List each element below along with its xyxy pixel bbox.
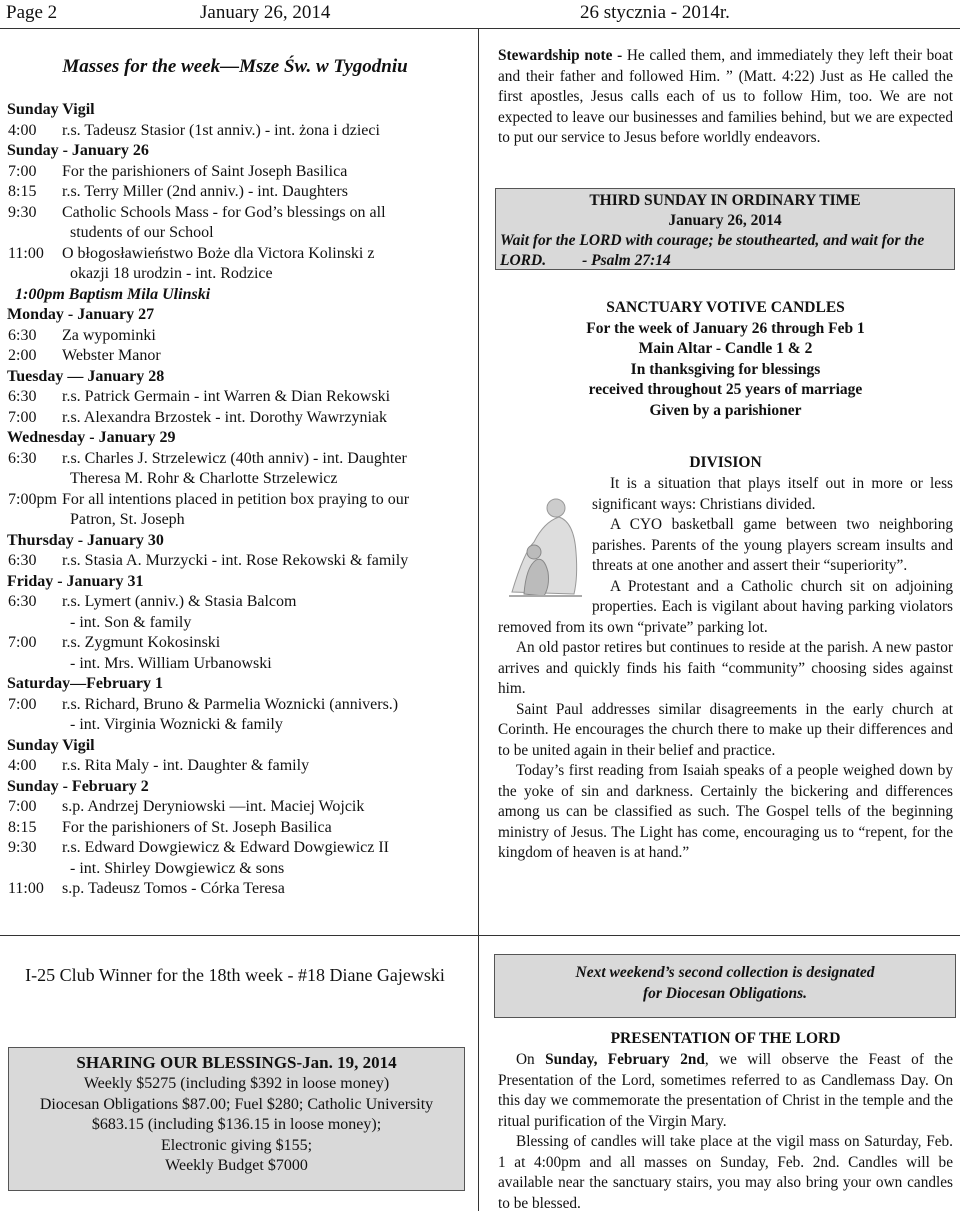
mass-entry <box>0 797 470 818</box>
presentation-paragraph <box>498 1050 953 1132</box>
votive-line: For the week of January 26 through Feb 1 <box>586 319 865 337</box>
mass-day-heading: Thursday - January 30 <box>7 531 164 549</box>
mass-entry <box>0 756 470 777</box>
mass-time: 9:30 <box>8 839 37 856</box>
section-divider <box>0 935 960 936</box>
mass-intention: r.s. Zygmunt Kokosinski <box>62 634 221 651</box>
mass-entry <box>0 408 470 429</box>
mass-entry <box>0 592 470 613</box>
mass-time: 6:30 <box>8 449 37 467</box>
page-header <box>0 0 960 29</box>
mass-time: 11:00 <box>8 244 44 262</box>
mass-intention: s.p. Tadeusz Tomos - Córka Teresa <box>62 880 285 897</box>
mass-intention-continued: Theresa M. Rohr & Charlotte Strzelewicz <box>70 470 338 487</box>
blessings-line: Diocesan Obligations $87.00; Fuel $280; Catholic University <box>39 1095 434 1113</box>
mass-day-heading: Sunday Vigil <box>7 736 95 754</box>
votive-line: Given by a parishioner <box>649 401 802 419</box>
mass-day-heading: Wednesday - January 29 <box>7 429 176 446</box>
header-date-english: January 26, 2014 <box>200 2 331 23</box>
votive-line: Main Altar - Candle 1 & 2 <box>638 340 813 357</box>
mass-day-heading: Sunday - February 2 <box>7 777 149 795</box>
mass-time: 4:00 <box>8 757 37 774</box>
mass-intention: For the parishioners of St. Joseph Basilica <box>62 818 332 836</box>
column-divider <box>478 28 479 1211</box>
votive-line: SANCTUARY VOTIVE CANDLES <box>606 299 845 316</box>
presentation-paragraph: Blessing of candles will take place at the vigil mass on Saturday, Feb. 1 at 4:00pm and all masses on Sunday, Feb. 2nd. Candles will be available near the sanctuary stairs, you may also bring your own candles to be blessed. <box>498 1133 953 1212</box>
mass-time: 11:00 <box>8 880 44 897</box>
mass-time: 6:30 <box>8 593 37 610</box>
mass-intention: For the parishioners of Saint Joseph Basilica <box>62 162 348 180</box>
division-title: DIVISION <box>689 454 762 471</box>
mass-intention-continued: - int. Shirley Dowgiewicz & sons <box>70 859 285 877</box>
psalm-reference: - Psalm 27:14 <box>582 252 671 269</box>
next-weekend-box <box>494 954 956 1018</box>
mass-intention-continued: - int. Virginia Woznicki & family <box>70 716 283 733</box>
mass-intention: O błogosławieństwo Boże dla Victora Kolinski z <box>62 244 375 262</box>
psalm-text: Wait for the LORD with courage; be stouthearted, and wait for the LORD. <box>500 232 925 269</box>
praying-figures-illustration <box>504 482 584 600</box>
presentation-text: On <box>516 1051 546 1068</box>
mass-intention: s.p. Andrzej Deryniowski —int. Maciej Wojcik <box>62 798 365 815</box>
mass-time: 7:00 <box>8 408 37 426</box>
page-number: Page 2 <box>6 2 58 23</box>
mass-time: 7:00 <box>8 798 37 815</box>
division-paragraph: A CYO basketball game between two neighboring parishes. Parents of the young players scream insults and threats at one another and assert their “superiority”. <box>592 516 953 574</box>
sunday-title: THIRD SUNDAY IN ORDINARY TIME <box>589 192 861 209</box>
mass-day-heading: Sunday Vigil <box>7 101 95 118</box>
mass-entry <box>0 695 470 716</box>
next-weekend-line: for Diocesan Obligations. <box>642 984 808 1002</box>
mass-intention: r.s. Patrick Germain - int Warren & Dian Rekowski <box>62 388 391 405</box>
sharing-blessings-box <box>8 1047 465 1191</box>
mass-entry <box>0 838 470 859</box>
presentation-date: Sunday, February 2nd <box>545 1051 705 1068</box>
mass-intention: r.s. Terry Miller (2nd anniv.) - int. Daughters <box>62 183 348 200</box>
presentation-title: PRESENTATION OF THE LORD <box>610 1030 841 1047</box>
mass-time: 8:15 <box>8 183 37 200</box>
blessings-line: $683.15 (including $136.15 in loose money); <box>91 1116 382 1133</box>
mass-entry <box>0 121 470 142</box>
blessings-line: Weekly $5275 (including $392 in loose money) <box>83 1075 390 1092</box>
baptism-note: 1:00pm Baptism Mila Ulinski <box>15 285 211 303</box>
mass-intention: r.s. Edward Dowgiewicz & Edward Dowgiewicz II <box>62 839 390 856</box>
mass-intention-continued: students of our School <box>70 224 214 241</box>
mass-intention: r.s. Richard, Bruno & Parmelia Woznicki (annivers.) <box>62 695 399 713</box>
mass-time: 2:00 <box>8 347 37 364</box>
sunday-box <box>495 188 955 270</box>
mass-day-heading: Tuesday — January 28 <box>7 367 165 385</box>
stewardship-label: Stewardship note - <box>498 47 623 64</box>
mass-intention: Catholic Schools Mass - for God’s blessings on all <box>62 203 386 221</box>
mass-time: 6:30 <box>8 552 37 569</box>
mass-intention: Webster Manor <box>62 347 161 364</box>
mass-list <box>0 100 470 900</box>
psalm-verse <box>500 231 950 271</box>
mass-intention: Za wypominki <box>62 326 156 344</box>
blessings-title: SHARING OUR BLESSINGS-Jan. 19, 2014 <box>76 1053 397 1072</box>
mass-entry <box>0 551 470 572</box>
division-paragraph: An old pastor retires but continues to reside at the parish. A new pastor arrives and quickly finds his faith “community” choosing sides against him. <box>498 639 953 697</box>
mass-time: 9:30 <box>8 203 37 221</box>
mass-entry <box>0 490 470 511</box>
votive-line: In thanksgiving for blessings <box>630 360 821 378</box>
mass-time: 7:00 <box>8 634 37 651</box>
stewardship-text: He called them, and immediately they left their boat and their father and followed Him. ” (Matt. 4:22) Just as He called the first apostles, Jesus calls each of us to follow Him, too. We are not expected to leave our businesses and families behind, but we are expected to put our service to Jesus before worldly endeavors. <box>498 47 953 146</box>
mass-intention-continued: - int. Son & family <box>70 613 192 631</box>
mass-entry <box>0 182 470 203</box>
mass-entry <box>0 326 470 347</box>
club-winner: I-25 Club Winner for the 18th week - #18 Diane Gajewski <box>25 965 445 985</box>
mass-intention: r.s. Charles J. Strzelewicz (40th anniv) - int. Daughter <box>62 449 407 467</box>
sunday-date: January 26, 2014 <box>668 212 782 229</box>
mass-entry <box>0 346 470 367</box>
stewardship-note <box>498 46 953 149</box>
mass-time: 6:30 <box>8 326 37 344</box>
mass-time: 4:00 <box>8 121 37 139</box>
mass-time: 6:30 <box>8 388 37 405</box>
mass-intention: r.s. Alexandra Brzostek - int. Dorothy Wawrzyniak <box>62 408 388 426</box>
votive-candles <box>498 298 953 421</box>
division-paragraph: Today’s first reading from Isaiah speaks of a people weighed down by the yoke of sin and darkness. Certainly the bickering and differences among us can be classified as such. The Gospel tells of the beginning ministry of Jesus. The Light has come, encouraging us to “repent, for the kingdom of heaven is at hand.” <box>498 762 953 861</box>
masses-title: Masses for the week—Msze Św. w Tygodniu <box>62 56 408 77</box>
next-weekend-line: Next weekend’s second collection is designated <box>575 964 875 981</box>
votive-line: received throughout 25 years of marriage <box>588 381 863 398</box>
mass-intention: For all intentions placed in petition box praying to our <box>62 490 410 508</box>
mass-entry <box>0 449 470 470</box>
mass-entry <box>0 818 470 839</box>
mass-intention: r.s. Rita Maly - int. Daughter & family <box>62 757 310 774</box>
mass-intention: r.s. Lymert (anniv.) & Stasia Balcom <box>62 593 297 610</box>
mass-intention-continued: Patron, St. Joseph <box>70 511 185 528</box>
presentation-text: , we will observe the Feast of the Presentation of the Lord, sometimes referred to as Candlemass Day. On this day we commemorate the presentation of Christ in the temple and the ritual purification of the Virgin Mary. <box>498 1051 953 1130</box>
division-paragraph: Saint Paul addresses similar disagreements in the early church at Corinth. He encourages the church there to make up their differences and to be united again in their belief and practice. <box>498 700 953 759</box>
mass-time: 7:00 <box>8 695 37 713</box>
mass-intention-continued: okazji 18 urodzin - int. Rodzice <box>70 265 273 282</box>
header-date-polish: 26 stycznia - 2014r. <box>580 2 730 23</box>
mass-time: 7:00 <box>8 162 37 180</box>
mass-entry <box>0 387 470 408</box>
mass-day-heading: Saturday—February 1 <box>7 675 163 692</box>
mass-intention: r.s. Tadeusz Stasior (1st anniv.) - int. żona i dzieci <box>62 121 380 139</box>
mass-entry <box>0 162 470 183</box>
mass-entry <box>0 879 470 900</box>
masses-section <box>0 56 470 900</box>
mass-entry <box>0 203 470 224</box>
blessings-line: Electronic giving $155; <box>160 1136 313 1154</box>
mass-entry <box>0 633 470 654</box>
mass-day-heading: Monday - January 27 <box>7 306 155 323</box>
mass-entry <box>0 244 470 265</box>
presentation-article <box>498 1050 953 1214</box>
division-article <box>498 474 953 864</box>
blessings-line: Weekly Budget $7000 <box>165 1157 308 1174</box>
mass-day-heading: Sunday - January 26 <box>7 142 149 159</box>
mass-intention-continued: - int. Mrs. William Urbanowski <box>70 654 272 672</box>
mass-day-heading: Friday - January 31 <box>7 572 144 590</box>
division-paragraph: A Protestant and a Catholic church sit on adjoining properties. Each is vigilant about having parking violators removed from its own “private” parking lot. <box>498 577 953 636</box>
mass-intention: r.s. Stasia A. Murzycki - int. Rose Rekowski & family <box>62 552 409 569</box>
mass-time: 8:15 <box>8 818 37 836</box>
division-paragraph: It is a situation that plays itself out in more or less significant ways: Christians divided. <box>592 475 953 513</box>
mass-time: 7:00pm <box>8 490 57 508</box>
